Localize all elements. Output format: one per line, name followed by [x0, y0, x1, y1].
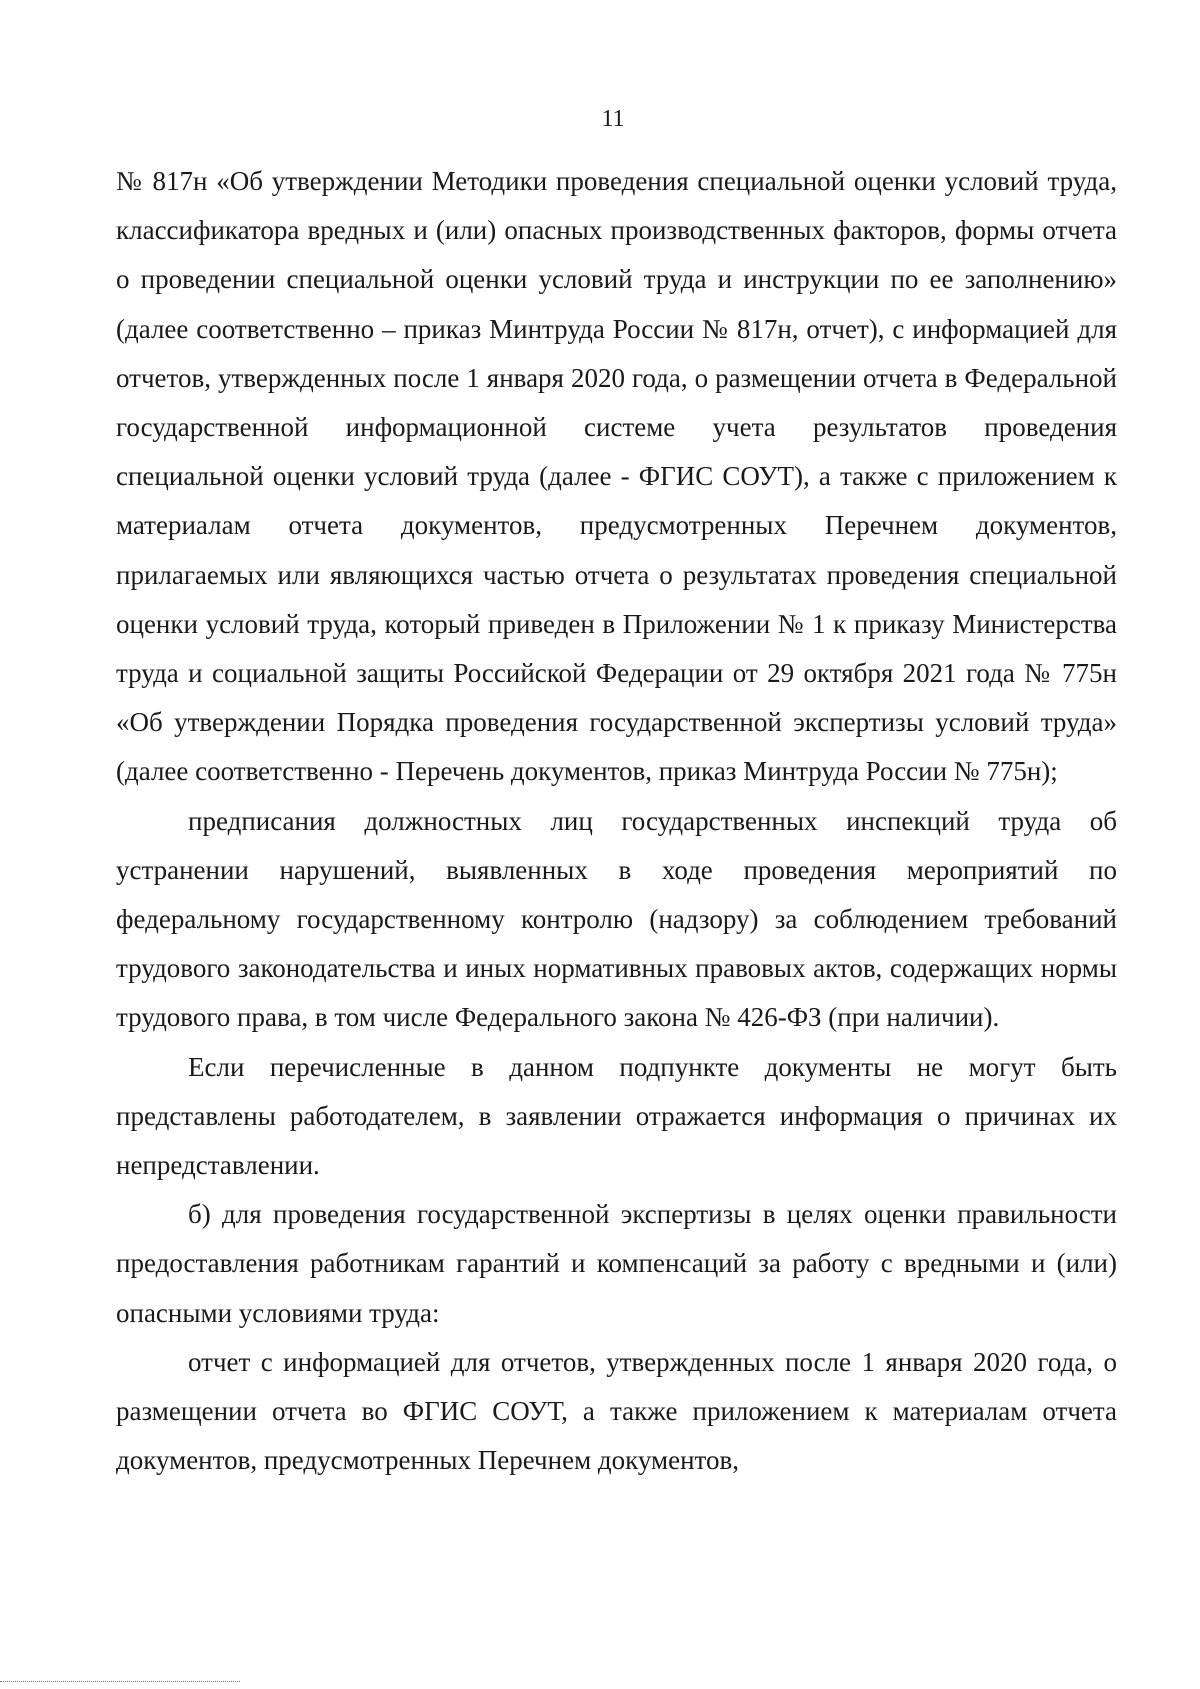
paragraph-report-requirements: № 817н «Об утверждении Методики проведения специальной оценки условий труда, классификатора вредных и (или) опасных производственных факторов, формы отчета о проведении специальной оценки условий труда и инструкции по ее заполнению» (далее соответственно – приказ Минтруда России № 817н, отчет), с информацией для отчетов, утвержденных после 1 января 2020 года, о размещении отчета в Федеральной государственной информационной системе учета результатов проведения специальной оценки условий труда (далее - ФГИС СОУТ), а также с приложением к материалам отчета документов, предусмотренных Перечнем документов, прилагаемых или являющихся частью отчета о результатах проведения специальной оценки условий труда, который приведен в Приложении № 1 к приказу Министерства труда и социальной защиты Российской Федерации от 29 октября 2021 года № 775н «Об утверждении Порядка проведения государственной экспертизы условий труда» (далее соответственно - Перечень документов, приказ Минтруда России № 775н); [116, 166, 1117, 787]
paragraph-missing-documents: Если перечисленные в данном подпункте документы не могут быть представлены работодателем, в заявлении отражается информация о причинах их непредставлении. [116, 1051, 1117, 1181]
page-bottom-rule [0, 1681, 240, 1682]
paragraph-item-b: б) для проведения государственной экспертизы в целях оценки правильности предоставления работникам гарантий и компенсаций за работу с вредными и (или) опасными условиями труда: [116, 1199, 1117, 1328]
paragraph-inspection-orders: предписания должностных лиц государственных инспекций труда об устранении нарушений, выявленных в ходе проведения мероприятий по федеральному государственному контролю (надзору) за соблюдением требований трудового законодательства и иных нормативных правовых актов, содержащих нормы трудового права, в том числе Федерального закона № 426-ФЗ (при наличии). [116, 805, 1117, 1033]
page-number: 11 [601, 106, 625, 132]
document-body [116, 157, 1117, 1485]
paragraph-report-fgis: отчет с информацией для отчетов, утвержденных после 1 января 2020 года, о размещении отчета во ФГИС СОУТ, а также приложением к материалам отчета документов, предусмотренных Перечнем документов, [116, 1346, 1117, 1476]
